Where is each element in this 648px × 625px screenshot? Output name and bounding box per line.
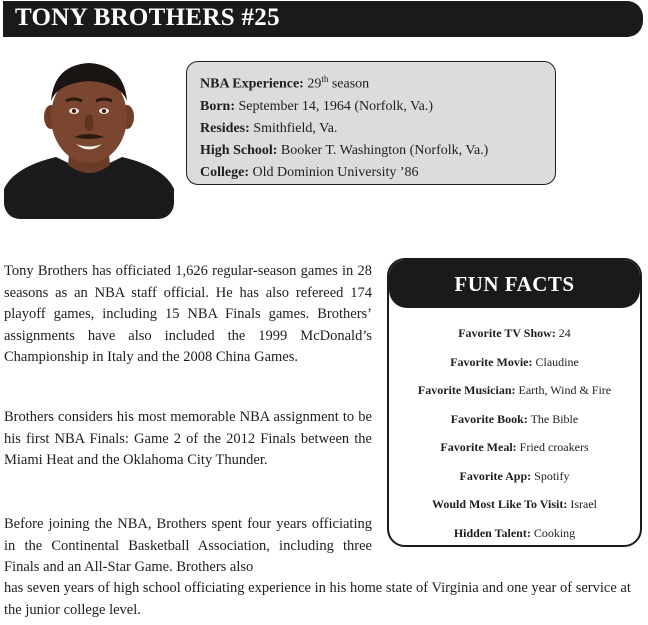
- fun-facts-box: [387, 258, 642, 547]
- bio-info-box: [186, 61, 556, 185]
- info-value: Old Dominion University ’86: [248, 164, 419, 180]
- bio-paragraph: Tony Brothers has officiated 1,626 regular-season games in 28 seasons as an NBA staff official. He has also refereed 174 playoff games, including 15 NBA Finals games. Brothers’ assignments have also included the 1999 McDonald’s Championship in Italy and the 2008 China Games.: [4, 263, 372, 365]
- fun-fact-item: [389, 376, 640, 405]
- fun-fact-item: [389, 348, 640, 377]
- fun-fact-label: Favorite Meal:: [440, 440, 517, 454]
- bio-paragraph: Brothers considers his most memorable NBA assignment to be his first NBA Finals: Game 2 of the 2012 Finals between the Miami Heat and the Oklahoma City Thunder.: [4, 409, 372, 468]
- fun-fact-item: [389, 462, 640, 491]
- info-label: College:: [200, 164, 249, 180]
- info-label: Born:: [200, 98, 235, 114]
- fun-fact-item: [389, 319, 640, 348]
- official-photo: [4, 49, 174, 219]
- fun-fact-label: Favorite TV Show:: [458, 326, 556, 340]
- fun-fact-value: Cooking: [530, 525, 576, 540]
- info-label: High School:: [200, 142, 278, 158]
- fun-fact-value: Spotify: [531, 468, 570, 483]
- fun-fact-label: Favorite App:: [459, 468, 532, 483]
- info-nba-experience: [200, 68, 555, 96]
- info-value-suffix: season: [328, 76, 370, 92]
- fun-fact-item: [389, 519, 640, 548]
- info-college: [200, 162, 555, 184]
- fun-fact-value: 24: [555, 326, 571, 340]
- fun-fact-value: Fried croakers: [516, 440, 589, 454]
- info-high-school: [200, 140, 555, 162]
- info-ordinal-suffix: th: [321, 74, 329, 84]
- info-label: NBA Experience:: [200, 76, 304, 92]
- fun-fact-item: [389, 405, 640, 434]
- fun-fact-label: Favorite Musician:: [417, 383, 516, 397]
- fun-fact-label: Favorite Movie:: [450, 354, 533, 369]
- bio-paragraph-continued: has seven years of high school officiating experience in his home state of Virginia and one year of service at the junior college level.: [4, 580, 631, 618]
- bio-paragraph: Before joining the NBA, Brothers spent four years officiating in the Continental Basketball Association, including three Finals and an All-Star Game. Brothers also: [4, 516, 372, 575]
- info-resides: [200, 118, 555, 140]
- fun-fact-label: Would Most Like To Visit:: [431, 497, 568, 511]
- fun-facts-title: FUN FACTS: [389, 260, 640, 308]
- info-value: Smithfield, Va.: [249, 120, 338, 136]
- fun-fact-value: Israel: [567, 497, 598, 511]
- info-value: September 14, 1964 (Norfolk, Va.): [235, 98, 434, 114]
- info-value: Booker T. Washington (Norfolk, Va.): [277, 142, 489, 158]
- fun-fact-item: [389, 433, 640, 462]
- fun-fact-value: Claudine: [532, 354, 579, 369]
- fun-fact-label: Hidden Talent:: [453, 525, 531, 540]
- fun-fact-value: Earth, Wind & Fire: [515, 383, 612, 397]
- info-born: [200, 96, 555, 118]
- info-label: Resides:: [200, 120, 250, 136]
- info-value: 29: [303, 76, 322, 92]
- fun-facts-list: [389, 308, 640, 547]
- fun-fact-value: The Bible: [527, 411, 579, 426]
- fun-fact-label: Favorite Book:: [450, 411, 528, 426]
- page-title: TONY BROTHERS #25: [15, 4, 280, 31]
- title-bar: [3, 1, 643, 37]
- fun-fact-item: [389, 490, 640, 519]
